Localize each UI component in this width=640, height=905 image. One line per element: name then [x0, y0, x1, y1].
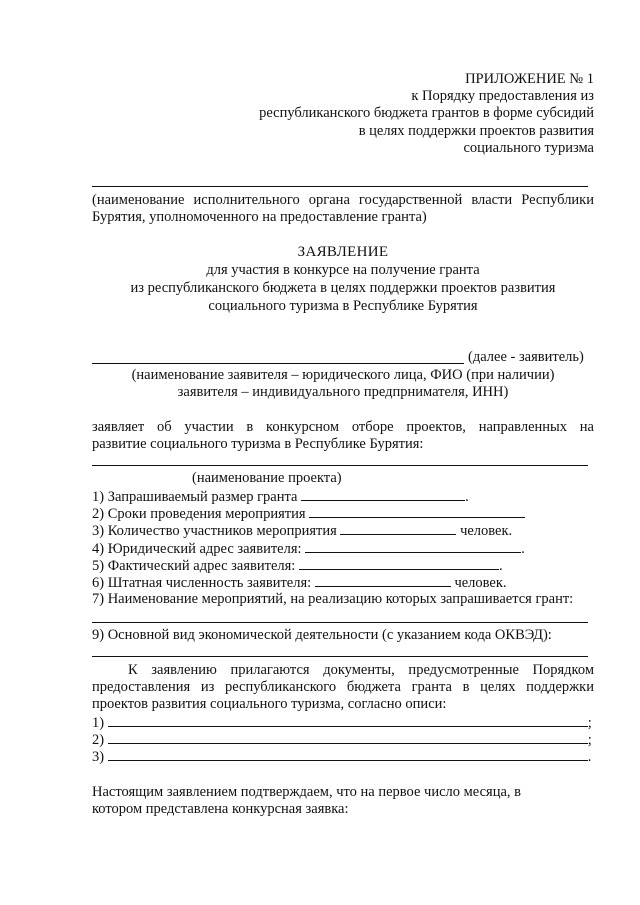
- item-legal-address-end: .: [521, 541, 525, 557]
- applicant-suffix: (далее - заявитель): [468, 349, 584, 365]
- event-dates-field[interactable]: [309, 505, 525, 518]
- attachment-item-1-number: 1): [92, 715, 105, 731]
- attachment-item-1-end: ;: [587, 715, 592, 731]
- attachment-item-1: [92, 714, 592, 732]
- attachment-item-3: [92, 748, 591, 766]
- item-actual-address-label: 5) Фактический адрес заявителя:: [92, 558, 296, 574]
- activities-field[interactable]: [92, 622, 588, 623]
- statement-line-2: развитие социального туризма в Республике Бурятия:: [92, 436, 424, 452]
- item-okved-label: 9) Основной вид экономической деятельности (с указанием кода ОКВЭД):: [92, 627, 552, 643]
- attachments-line-1: К заявлению прилагаются документы, предусмотренные Порядком: [128, 662, 594, 678]
- item-actual-address: [92, 557, 503, 575]
- item-legal-address: [92, 540, 525, 558]
- title-subline-1: для участия в конкурсе на получение гранта: [206, 262, 480, 278]
- item-participants: [92, 522, 512, 540]
- item-activities-label: 7) Наименование мероприятий, на реализацию которых запрашивается грант:: [92, 591, 574, 607]
- attachment-item-2-number: 2): [92, 732, 105, 748]
- item-participants-label: 3) Количество участников мероприятия: [92, 523, 337, 539]
- appendix-line-4: в целях поддержки проектов развития: [358, 122, 594, 139]
- attachment-item-2: [92, 731, 592, 749]
- attachments-line-2: предоставления из республиканского бюджета гранта в целях поддержки: [92, 679, 594, 695]
- organ-name-field[interactable]: [92, 186, 588, 187]
- actual-address-field[interactable]: [299, 557, 499, 570]
- statement-line-1: заявляет об участии в конкурсном отборе проектов, направленных на: [92, 419, 594, 435]
- appendix-header: [259, 71, 594, 157]
- applicant-caption-line-2: заявителя – индивидуального предпрнимателя, ИНН): [177, 384, 509, 400]
- item-event-dates: [92, 505, 525, 523]
- attachment-2-field[interactable]: [108, 731, 588, 744]
- document-title: ЗАЯВЛЕНИЕ: [297, 244, 389, 260]
- item-actual-address-end: .: [498, 558, 503, 574]
- title-subline-2: из республиканского бюджета в целях поддержки проектов развития: [130, 280, 556, 296]
- applicant-caption-line-1: (наименование заявителя – юридического лица, ФИО (при наличии): [131, 367, 555, 383]
- appendix-line-2: к Порядку предоставления из: [411, 88, 594, 105]
- title-subline-3: социального туризма в Республике Бурятия: [208, 298, 478, 314]
- item-staff-count-label: 6) Штатная численность заявителя:: [92, 575, 312, 591]
- applicant-name-field[interactable]: [92, 363, 464, 364]
- grant-size-field[interactable]: [301, 488, 465, 501]
- organ-caption-line-1: (наименование исполнительного органа государственной власти Республики: [92, 192, 594, 208]
- item-participants-end: человек.: [460, 523, 513, 539]
- legal-address-field[interactable]: [305, 540, 521, 553]
- attachment-1-field[interactable]: [108, 714, 588, 727]
- project-caption: (наименование проекта): [192, 470, 342, 486]
- appendix-line-5: социального туризма: [463, 139, 594, 156]
- appendix-line-3: республиканского бюджета грантов в форме субсидий: [259, 105, 594, 122]
- participants-field[interactable]: [340, 522, 456, 535]
- attachment-3-field[interactable]: [108, 748, 588, 761]
- attachment-item-3-end: .: [587, 749, 592, 765]
- confirmation-line-1: Настоящим заявлением подтверждаем, что на первое число месяца, в: [92, 784, 522, 800]
- item-grant-size-end: .: [465, 489, 469, 505]
- appendix-number: ПРИЛОЖЕНИЕ № 1: [465, 71, 594, 87]
- organ-caption-line-2: Бурятия, уполномоченного на предоставление гранта): [92, 209, 427, 225]
- item-legal-address-label: 4) Юридический адрес заявителя:: [92, 541, 302, 557]
- attachment-item-2-end: ;: [587, 732, 592, 748]
- item-event-dates-label: 2) Сроки проведения мероприятия: [92, 506, 306, 522]
- project-name-field[interactable]: [92, 465, 588, 466]
- item-grant-size-label: 1) Запрашиваемый размер гранта: [92, 489, 298, 505]
- item-staff-count: [92, 574, 507, 592]
- okved-field[interactable]: [92, 656, 588, 657]
- attachment-item-3-number: 3): [92, 749, 105, 765]
- item-staff-count-end: человек.: [454, 575, 507, 591]
- item-grant-size: [92, 488, 469, 506]
- confirmation-line-2: котором представлена конкурсная заявка:: [92, 801, 349, 817]
- staff-count-field[interactable]: [315, 574, 451, 587]
- attachments-line-3: проектов развития социального туризма, согласно описи:: [92, 696, 447, 712]
